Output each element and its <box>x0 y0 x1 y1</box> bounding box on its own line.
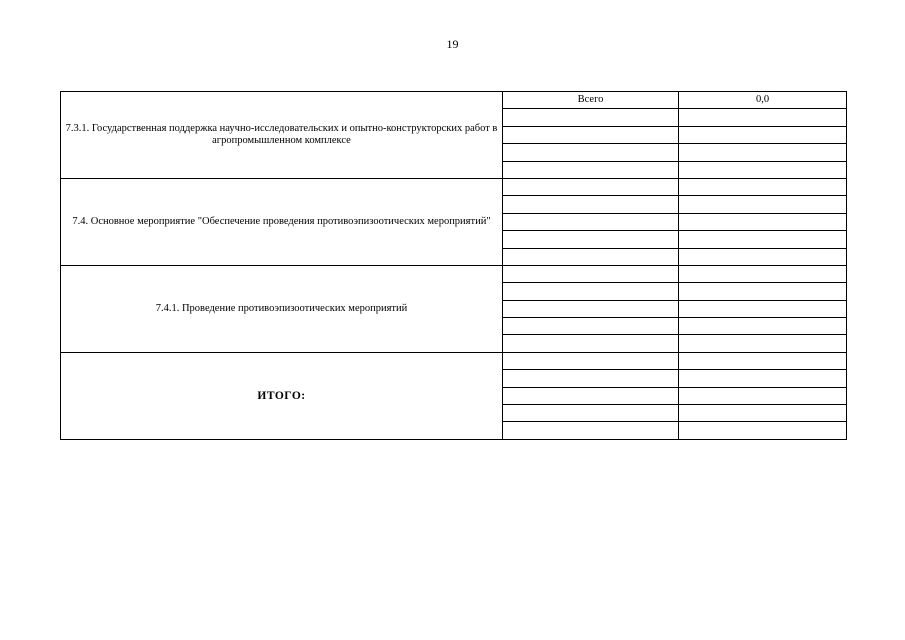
amount-cell <box>679 283 847 300</box>
funding-source-cell: Всего <box>503 92 679 109</box>
amount-cell <box>679 231 847 248</box>
funding-source-cell <box>503 422 679 439</box>
table-row <box>61 265 847 282</box>
funding-source-cell <box>503 318 679 335</box>
table-row <box>61 352 847 369</box>
funding-source-cell <box>503 283 679 300</box>
amount-cell <box>679 352 847 369</box>
funding-source-cell <box>503 248 679 265</box>
amount-cell <box>679 422 847 439</box>
funding-source-cell <box>503 387 679 404</box>
funding-source-cell <box>503 352 679 369</box>
amount-cell <box>679 265 847 282</box>
funding-source-cell <box>503 335 679 352</box>
amount-cell <box>679 318 847 335</box>
amount-cell <box>679 161 847 178</box>
amount-cell <box>679 144 847 161</box>
funding-source-cell <box>503 405 679 422</box>
amount-cell <box>679 335 847 352</box>
funding-source-cell <box>503 265 679 282</box>
activity-name-cell: 7.4. Основное мероприятие "Обеспечение проведения противоэпизоотических мероприятий" <box>61 178 503 265</box>
amount-cell <box>679 405 847 422</box>
amount-cell <box>679 109 847 126</box>
amount-cell <box>679 178 847 195</box>
funding-source-cell <box>503 213 679 230</box>
funding-source-cell <box>503 300 679 317</box>
funding-source-cell <box>503 109 679 126</box>
funding-source-cell <box>503 231 679 248</box>
funding-source-cell <box>503 196 679 213</box>
funding-source-cell <box>503 161 679 178</box>
activity-name-cell: 7.3.1. Государственная поддержка научно-исследовательских и опытно-конструкторских работ в агропромышленном комплексе <box>61 92 503 179</box>
amount-cell <box>679 196 847 213</box>
amount-cell <box>679 300 847 317</box>
budget-table <box>60 91 847 440</box>
amount-cell <box>679 248 847 265</box>
amount-cell: 0,0 <box>679 92 847 109</box>
table-row <box>61 178 847 195</box>
funding-source-cell <box>503 144 679 161</box>
table-row <box>61 92 847 109</box>
amount-cell <box>679 213 847 230</box>
amount-cell <box>679 387 847 404</box>
amount-cell <box>679 126 847 143</box>
amount-cell <box>679 370 847 387</box>
activity-name-cell: 7.4.1. Проведение противоэпизоотических мероприятий <box>61 265 503 352</box>
funding-source-cell <box>503 370 679 387</box>
total-label-cell: ИТОГО: <box>61 352 503 439</box>
page-number: 19 <box>446 37 459 51</box>
funding-source-cell <box>503 126 679 143</box>
funding-source-cell <box>503 178 679 195</box>
